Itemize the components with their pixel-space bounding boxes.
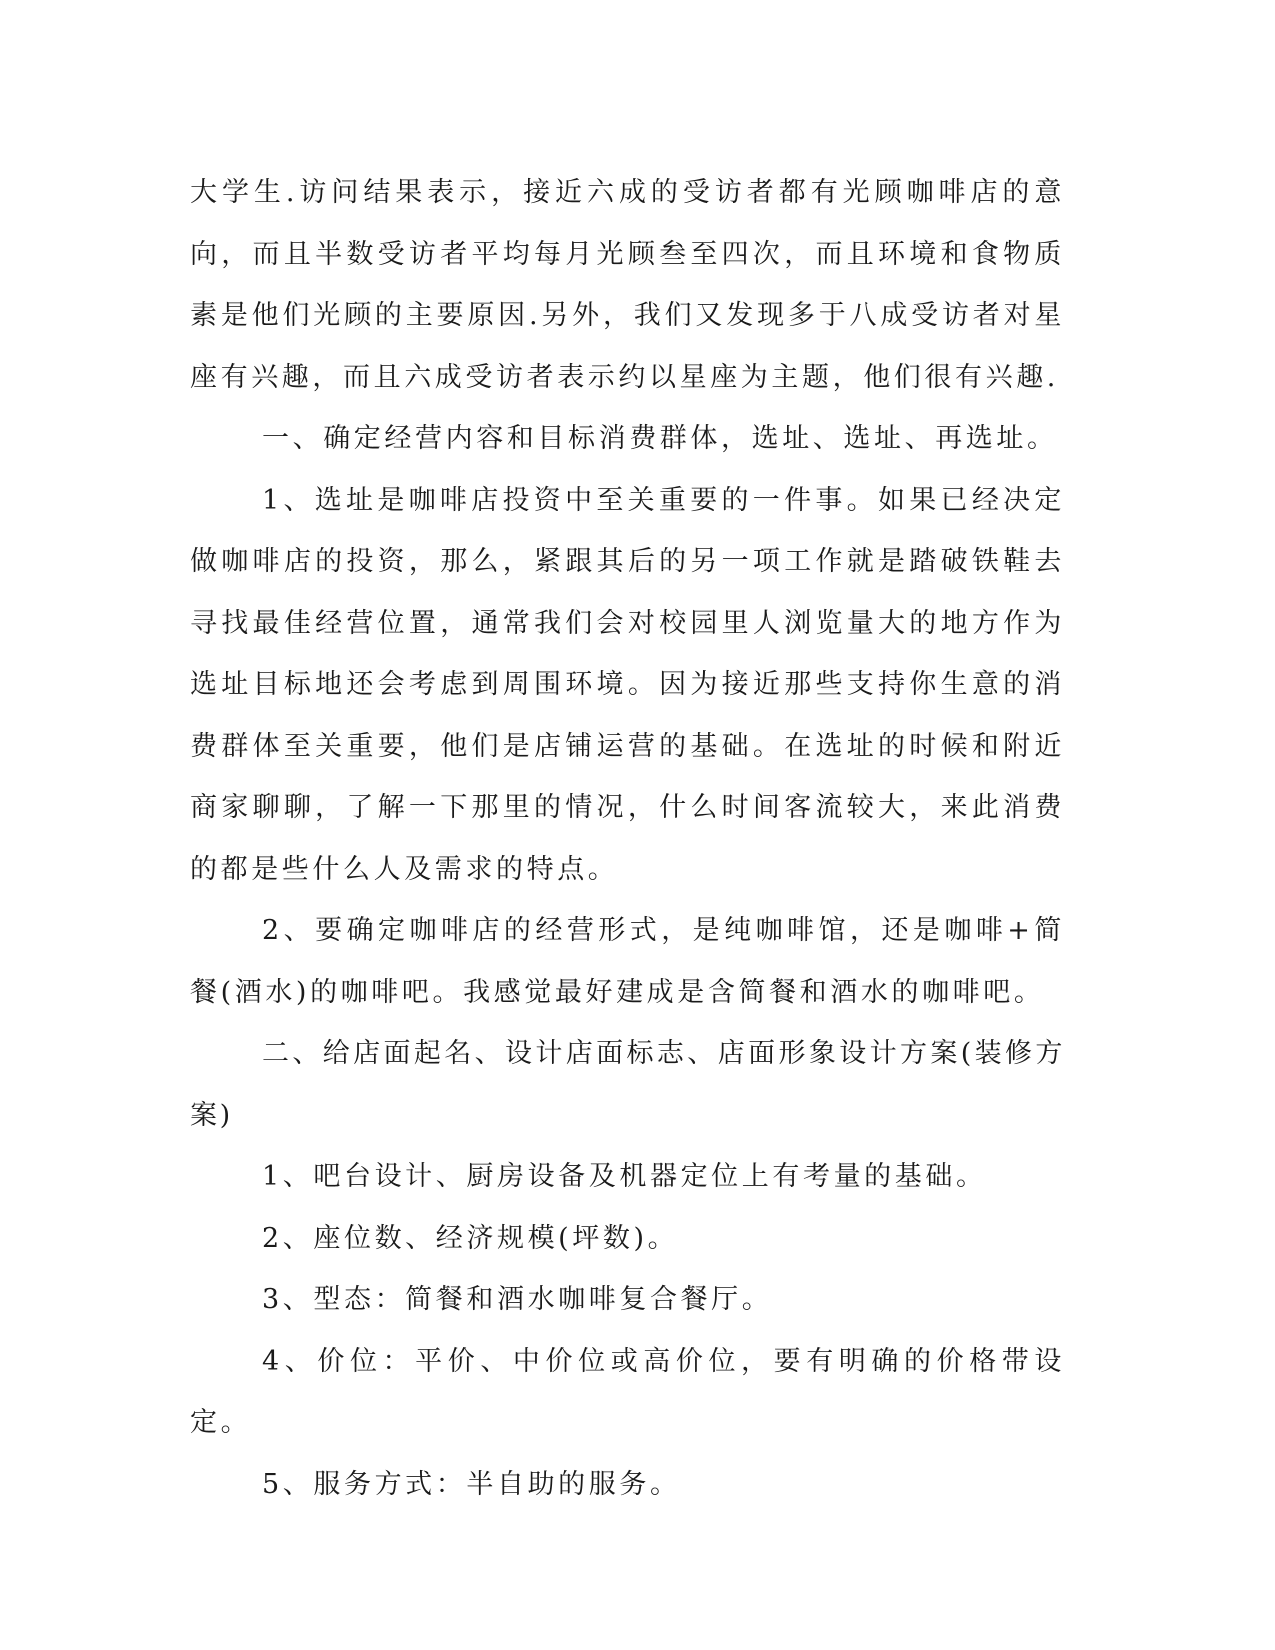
list-item-price: 4、价位：平价、中价位或高价位，要有明确的价格带设定。 [190, 1345, 1065, 1438]
document-body [190, 162, 1065, 1515]
list-item-service: 5、服务方式：半自助的服务。 [262, 1468, 681, 1500]
list-item-format: 3、型态：简餐和酒水咖啡复合餐厅。 [262, 1284, 773, 1315]
heading-section-two: 二、给店面起名、设计店面标志、店面形象设计方案(装修方案) [190, 1038, 1065, 1131]
heading-section-one: 一、确定经营内容和目标消费群体，选址、选址、再选址。 [262, 423, 1058, 454]
paragraph-site-selection: 1、选址是咖啡店投资中至关重要的一件事。如果已经决定做咖啡店的投资，那么，紧跟其后的另一项工作就是踏破铁鞋去寻找最佳经营位置，通常我们会对校园里人浏览量大的地方作为选址目标地还会考虑到周围环境。因为接近那些支持你生意的消费群体至关重要，他们是店铺运营的基础。在选址的时候和附近商家聊聊，了解一下那里的情况，什么时间客流较大，来此消费的都是些什么人及需求的特点。 [190, 484, 1065, 885]
paragraph-survey-results: 大学生.访问结果表示，接近六成的受访者都有光顾咖啡店的意向，而且半数受访者平均每月光顾叁至四次，而且环境和食物质素是他们光顾的主要原因.另外，我们又发现多于八成受访者对星座有兴趣，而且六成受访者表示约以星座为主题，他们很有兴趣. [190, 177, 1065, 393]
paragraph-business-format: 2、要确定咖啡店的经营形式，是纯咖啡馆，还是咖啡+简餐(酒水)的咖啡吧。我感觉最好建成是含简餐和酒水的咖啡吧。 [190, 915, 1065, 1008]
list-item-bar-design: 1、吧台设计、厨房设备及机器定位上有考量的基础。 [262, 1161, 987, 1192]
list-item-seating: 2、座位数、经济规模(坪数)。 [262, 1222, 679, 1254]
